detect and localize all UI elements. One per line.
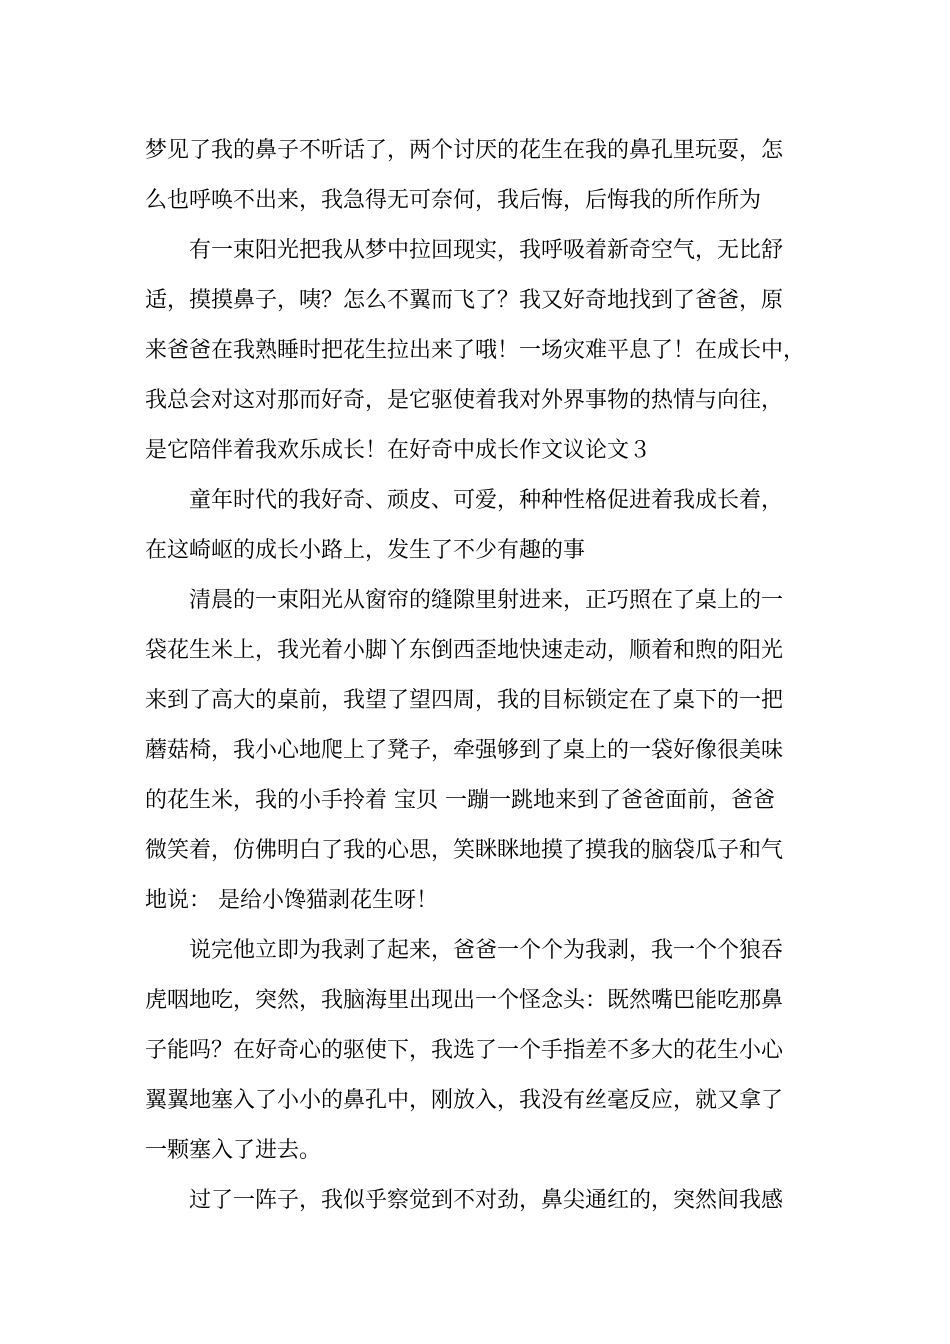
text-line: 地说： 是给小馋猫剥花生呀！ (145, 888, 438, 913)
text-line: 梦见了我的鼻子不听话了，两个讨厌的花生在我的鼻孔里玩耍，怎 (145, 138, 784, 163)
text-line: 过了一阵子，我似乎察觉到不对劲，鼻尖通红的，突然间我感 (189, 1188, 784, 1213)
text-line: 适，摸摸鼻子，咦？怎么不翼而飞了？我又好奇地找到了爸爸，原 (145, 288, 784, 313)
text-line: 是它陪伴着我欢乐成长！在好奇中成长作文议论文３ (145, 438, 652, 463)
text-line: 说完他立即为我剥了起来，爸爸一个个为我剥，我一个个狼吞 (189, 938, 784, 963)
text-line: 子能吗？在好奇心的驱使下，我选了一个手指差不多大的花生小心 (145, 1038, 784, 1063)
text-line: 童年时代的我好奇、顽皮、可爱，种种性格促进着我成长着， (189, 488, 784, 513)
text-line: 有一束阳光把我从梦中拉回现实，我呼吸着新奇空气，无比舒 (189, 238, 784, 263)
text-line: 来爸爸在我熟睡时把花生拉出来了哦！一场灾难平息了！在成长中， (145, 338, 806, 363)
text-line: 的花生米，我的小手拎着 宝贝 一蹦一跳地来到了爸爸面前，爸爸 (145, 788, 775, 813)
text-line: 袋花生米上，我光着小脚丫东倒西歪地快速走动，顺着和煦的阳光 (145, 638, 784, 663)
text-line: 么也呼唤不出来，我急得无可奈何，我后悔，后悔我的所作所为 (145, 188, 762, 213)
text-line: 翼翼地塞入了小小的鼻孔中，刚放入，我没有丝毫反应，就又拿了 (145, 1088, 784, 1113)
text-line: 蘑菇椅，我小心地爬上了凳子，牵强够到了桌上的一袋好像很美味 (145, 738, 784, 763)
text-line: 清晨的一束阳光从窗帘的缝隙里射进来，正巧照在了桌上的一 (189, 588, 784, 613)
text-line: 一颗塞入了进去。 (145, 1138, 322, 1163)
text-line: 我总会对这对那而好奇，是它驱使着我对外界事物的热情与向往， (145, 388, 784, 413)
text-line: 在这崎岖的成长小路上，发生了不少有趣的事 (145, 538, 586, 563)
text-line: 微笑着，仿佛明白了我的心思，笑眯眯地摸了摸我的脑袋瓜子和气 (145, 838, 784, 863)
text-line: 虎咽地吃，突然，我脑海里出现出一个怪念头：既然嘴巴能吃那鼻 (145, 988, 784, 1013)
text-line: 来到了高大的桌前，我望了望四周，我的目标锁定在了桌下的一把 (145, 688, 784, 713)
